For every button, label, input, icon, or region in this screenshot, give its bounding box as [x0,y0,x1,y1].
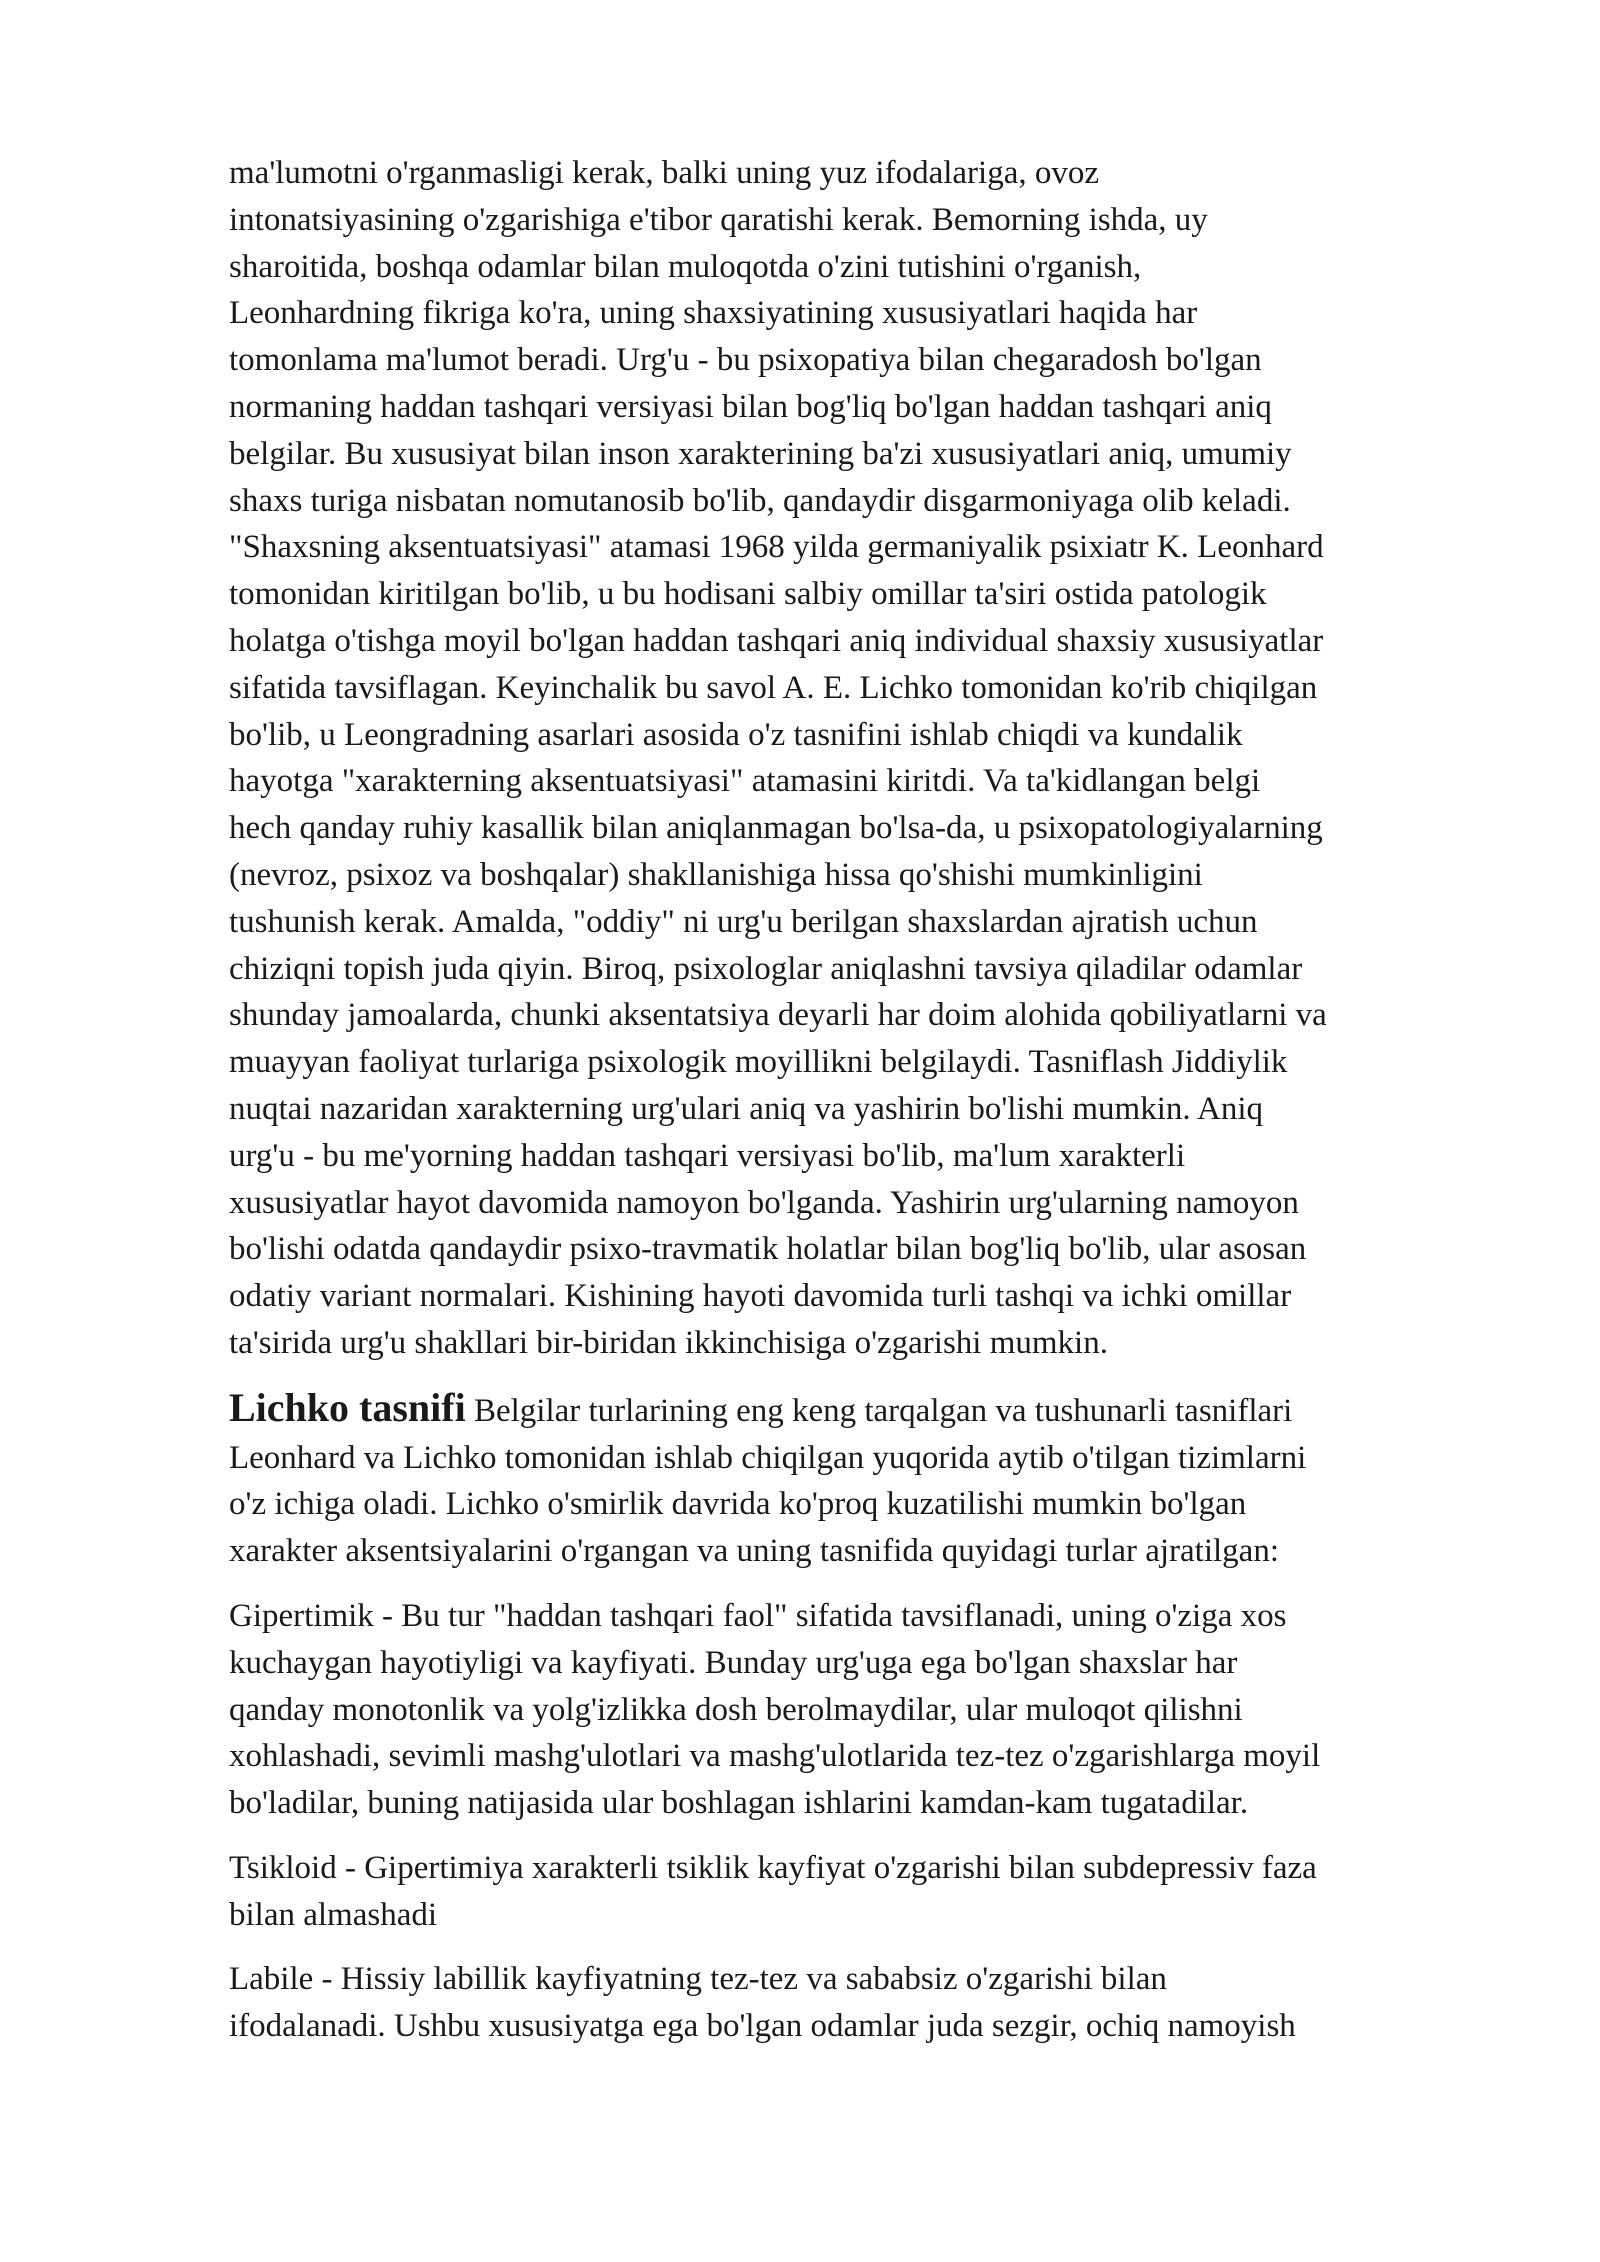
text-line: nuqtai nazaridan xarakterning urg'ulari aniq va yashirin bo'lishi mumkin. Aniq [229,1090,1264,1127]
paragraph-cycloid [229,1845,1519,1939]
section-heading: Lichko tasnifi [229,1384,466,1430]
paragraph-accentuation [229,150,1519,1367]
text-line: qanday monotonlik va yolg'izlikka dosh berolmaydilar, ular muloqot qilishni [229,1691,1243,1728]
paragraph-lichko-classification [229,1385,1519,1575]
text-line: belgilar. Bu xususiyat bilan inson xarakterining ba'zi xususiyatlari aniq, umumiy [229,435,1292,472]
text-line: bo'lib, u Leongradning asarlari asosida o'z tasnifini ishlab chiqdi va kundalik [229,716,1243,753]
text-line: Labile - Hissiy labillik kayfiyatning tez-tez va sababsiz o'zgarishi bilan [229,1961,1167,1998]
text-line: sharoitida, boshqa odamlar bilan muloqotda o'zini tutishini o'rganish, [229,248,1142,285]
text-line: odatiy variant normalari. Kishining hayoti davomida turli tashqi va ichki omillar [229,1278,1292,1315]
text-line: xarakter aksentsiyalarini o'rgangan va uning tasnifida quyidagi turlar ajratilgan: [229,1533,1279,1570]
text-line: xohlashadi, sevimli mashg'ulotlari va mashg'ulotlarida tez-tez o'zgarishlarga moyil [229,1738,1321,1775]
text-line: Leonhard va Lichko tomonidan ishlab chiqilgan yuqorida aytib o'tilgan tizimlarni [229,1439,1307,1476]
text-line: muayyan faoliyat turlariga psixologik moyillikni belgilaydi. Tasniflash Jiddiylik [229,1044,1288,1081]
text-line: shunday jamoalarda, chunki aksentatsiya deyarli har doim alohida qobiliyatlarni va [229,997,1327,1034]
text-line: (nevroz, psixoz va boshqalar) shakllanishiga hissa qo'shishi mumkinligini [229,856,1203,893]
text-line: tushunish kerak. Amalda, "oddiy" ni urg'u berilgan shaxslardan ajratish uchun [229,903,1258,940]
text-line: hech qanday ruhiy kasallik bilan aniqlanmagan bo'lsa-da, u psixopatologiyalarning [229,810,1323,847]
text-line: bo'lishi odatda qandaydir psixo-travmatik holatlar bilan bog'liq bo'lib, ular asosan [229,1231,1307,1268]
text-line: Leonhardning fikriga ko'ra, uning shaxsiyatining xususiyatlari haqida har [229,295,1198,332]
text-line: hayotga "xarakterning aksentuatsiyasi" atamasini kiritdi. Va ta'kidlangan belgi [229,763,1261,800]
text-line: bo'ladilar, buning natijasida ular boshlagan ishlarini kamdan-kam tugatadilar. [229,1785,1249,1822]
text-line: bilan almashadi [229,1896,438,1933]
text-line [229,1385,1519,1435]
text-line: urg'u - bu me'yorning haddan tashqari versiyasi bo'lib, ma'lum xarakterli [229,1137,1186,1174]
text-line: ma'lumotni o'rganmasligi kerak, balki uning yuz ifodalariga, ovoz [229,155,1099,191]
text-line: Tsikloid - Gipertimiya xarakterli tsiklik kayfiyat o'zgarishi bilan subdepressiv faza [229,1849,1317,1886]
text-line: ifodalanadi. Ushbu xususiyatga ega bo'lgan odamlar juda sezgir, ochiq namoyish [229,2008,1296,2045]
text-line: intonatsiyasining o'zgarishiga e'tibor qaratishi kerak. Bemorning ishda, uy [229,201,1208,238]
text-line: ta'sirida urg'u shakllari bir-biridan ikkinchisiga o'zgarishi mumkin. [229,1324,1108,1361]
text-line: tomonidan kiritilgan bo'lib, u bu hodisani salbiy omillar ta'siri ostida patologik [229,576,1267,613]
text-line: holatga o'tishga moyil bo'lgan haddan tashqari aniq individual shaxsiy xususiyatlar [229,622,1324,659]
text-line: xususiyatlar hayot davomida namoyon bo'lganda. Yashirin urg'ularning namoyon [229,1184,1299,1221]
text-line: "Shaxsning aksentuatsiyasi" atamasi 1968 yilda germaniyalik psixiatr K. Leonhard [229,529,1324,566]
text-line: normaning haddan tashqari versiyasi bilan bog'liq bo'lgan haddan tashqari aniq [229,388,1272,425]
heading-line-rest: Belgilar turlarining eng keng tarqalgan va tushunarli tasniflari [465,1392,1293,1429]
text-line: Gipertimik - Bu tur "haddan tashqari faol" sifatida tavsiflanadi, uning o'ziga xos [229,1597,1287,1634]
text-line: o'z ichiga oladi. Lichko o'smirlik davrida ko'proq kuzatilishi mumkin bo'lgan [229,1486,1247,1523]
text-line: chiziqni topish juda qiyin. Biroq, psixologlar aniqlashni tavsiya qiladilar odamlar [229,950,1303,987]
text-line: tomonlama ma'lumot beradi. Urg'u - bu psixopatiya bilan chegaradosh bo'lgan [229,342,1262,379]
paragraph-labile [229,1956,1519,2050]
paragraph-hyperthymic [229,1593,1519,1827]
text-line: shaxs turiga nisbatan nomutanosib bo'lib, qandaydir disgarmoniyaga olib keladi. [229,482,1291,519]
text-line: sifatida tavsiflagan. Keyinchalik bu savol A. E. Lichko tomonidan ko'rib chiqilgan [229,669,1318,706]
document-page [229,150,1519,2068]
text-line: kuchaygan hayotiyligi va kayfiyati. Bunday urg'uga ega bo'lgan shaxslar har [229,1644,1238,1681]
